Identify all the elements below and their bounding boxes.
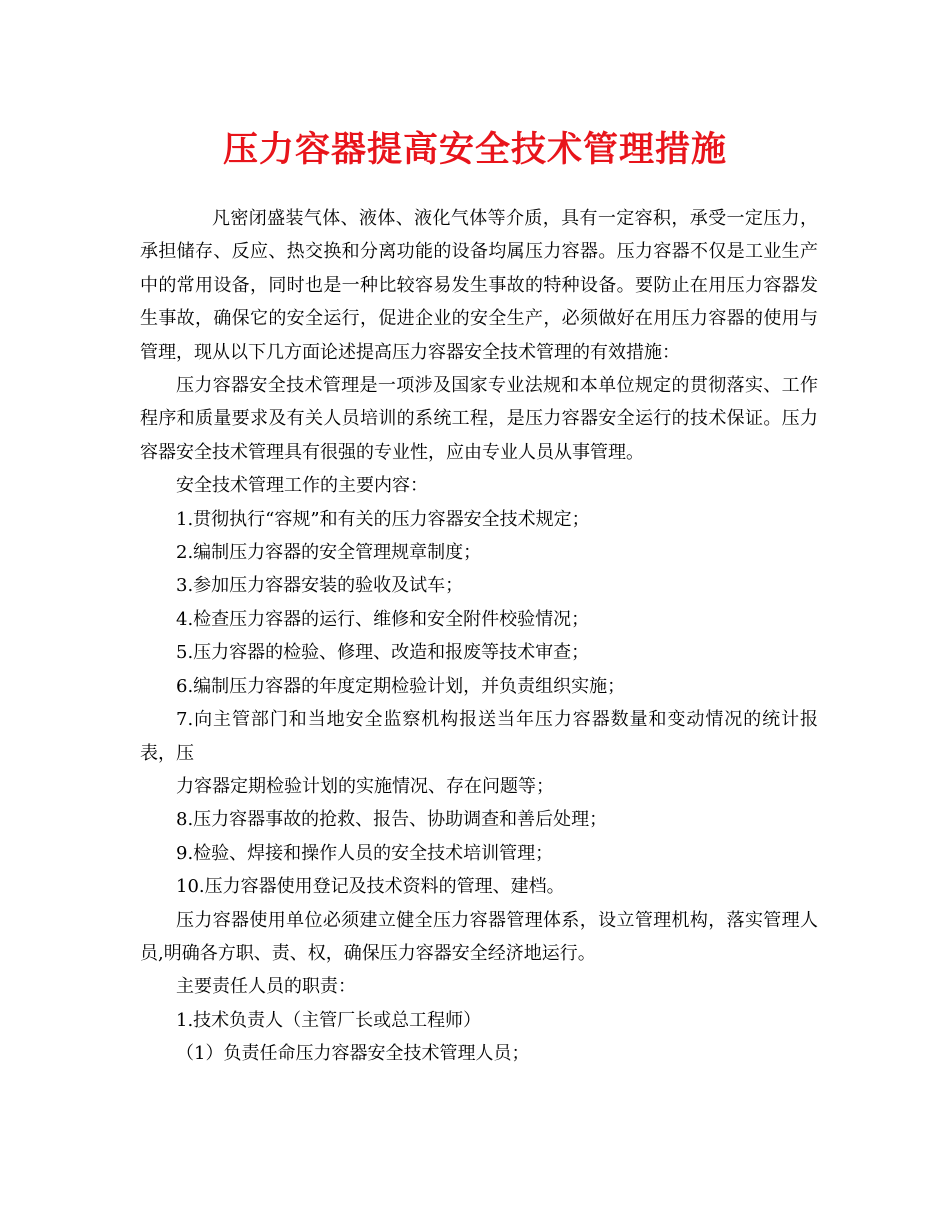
- list-item: 1.技术负责人（主管厂长或总工程师）: [176, 1009, 482, 1031]
- list-item: 2.编制压力容器的安全管理规章制度；: [176, 542, 482, 564]
- list-item: 5.压力容器的检验、修理、改造和报废等技术审查；: [176, 642, 590, 664]
- document-title: 压力容器提高安全技术管理措施: [222, 129, 727, 170]
- list-item: 7.向主管部门和当地安全监察机构报送当年压力容器数量和变动情况的统计报表，压: [140, 709, 818, 764]
- list-item: 3.参加压力容器安装的验收及试车；: [176, 575, 464, 597]
- paragraph-intro: 凡密闭盛装气体、液体、液化气体等介质，具有一定容积，承受一定压力，承担储存、反应、热交换和分离功能的设备均属压力容器。压力容器不仅是工业生产中的常用设备，同时也是一种比较容易发生事故的特种设备。要防止在用压力容器发生事故，确保它的安全运行，促进企业的安全生产，必须做好在用压力容器的使用与管理，现从以下几方面论述提高压力容器安全技术管理的有效措施：: [140, 208, 818, 363]
- list-item: 4.检查压力容器的运行、维修和安全附件校验情况；: [176, 608, 590, 630]
- paragraph-management-overview: 压力容器安全技术管理是一项涉及国家专业法规和本单位规定的贯彻落实、工作程序和质量要求及有关人员培训的系统工程，是压力容器安全运行的技术保证。压力容器安全技术管理具有很强的专业性，应由专业人员从事管理。: [140, 375, 818, 463]
- list-item: （1）负责任命压力容器安全技术管理人员；: [176, 1043, 530, 1065]
- paragraph-responsibilities-heading: 主要责任人员的职责：: [176, 976, 356, 998]
- list-item: 9.检验、焊接和操作人员的安全技术培训管理；: [176, 842, 554, 864]
- list-item: 1.贯彻执行“容规”和有关的压力容器安全技术规定；: [176, 508, 590, 530]
- document-body: [140, 202, 818, 1071]
- list-item-continuation: 力容器定期检验计划的实施情况、存在问题等；: [176, 775, 554, 797]
- list-item: 10.压力容器使用登记及技术资料的管理、建档。: [176, 876, 565, 898]
- list-item: 6.编制压力容器的年度定期检验计划，并负责组织实施；: [176, 675, 626, 697]
- list-item: 8.压力容器事故的抢救、报告、协助调查和善后处理；: [176, 809, 608, 831]
- paragraph-main-content-heading: 安全技术管理工作的主要内容：: [176, 475, 428, 497]
- paragraph-management-system: 压力容器使用单位必须建立健全压力容器管理体系，设立管理机构，落实管理人员,明确各方职、责、权，确保压力容器安全经济地运行。: [140, 909, 818, 964]
